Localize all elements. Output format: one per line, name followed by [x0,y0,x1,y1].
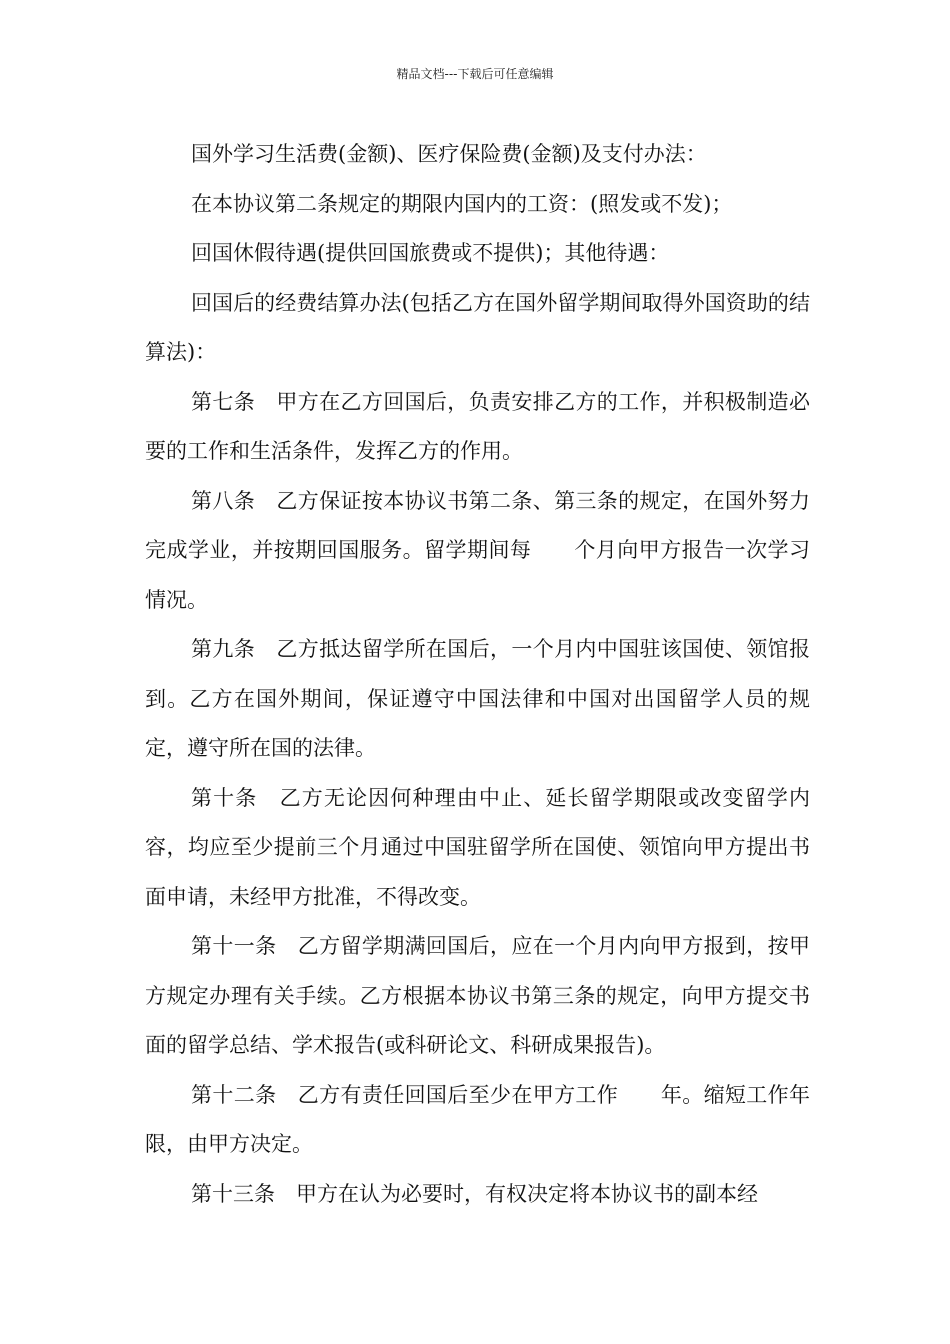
paragraph-living-expenses: 国外学习生活费(金额)、医疗保险费(金额)及支付办法： [191,142,707,166]
paragraph-article-8: 第八条 乙方保证按本协议书第二条、第三条的规定，在国外努力完成学业，并按期回国服务。留学期间每 个月向甲方报告一次学习情况。 [145,488,810,612]
document-body [145,130,810,1219]
paragraph-article-9: 第九条 乙方抵达留学所在国后，一个月内中国驻该国使、领馆报到。乙方在国外期间，保证遵守中国法律和中国对出国留学人员的规定，遵守所在国的法律。 [145,637,810,760]
paragraph-article-13: 第十三条 甲方在认为必要时，有权决定将本协议书的副本经 [191,1181,758,1206]
paragraph-article-10: 第十条 乙方无论因何种理由中止、延长留学期限或改变留学内容，均应至少提前三个月通过中国驻留学所在国使、领馆向甲方提出书面申请，未经甲方批准，不得改变。 [145,785,810,909]
page-header: 精品文档---下载后可任意编辑 [396,67,554,81]
paragraph-domestic-salary: 在本协议第二条规定的期限内国内的工资：(照发或不发)； [191,191,733,216]
paragraph-expense-settlement: 回国后的经费结算办法(包括乙方在国外留学期间取得外国资助的结算法)： [145,290,810,364]
paragraph-article-12: 第十二条 乙方有责任回国后至少在甲方工作 年。缩短工作年限，由甲方决定。 [145,1082,810,1156]
paragraph-home-leave: 回国休假待遇(提供回国旅费或不提供)；其他待遇： [191,241,670,265]
paragraph-article-7: 第七条 甲方在乙方回国后，负责安排乙方的工作，并积极制造必要的工作和生活条件，发挥乙方的作用。 [145,389,810,463]
paragraph-article-11: 第十一条 乙方留学期满回国后，应在一个月内向甲方报到，按甲方规定办理有关手续。乙方根据本协议书第三条的规定，向甲方提交书面的留学总结、学术报告(或科研论文、科研成果报告)。 [145,934,810,1057]
